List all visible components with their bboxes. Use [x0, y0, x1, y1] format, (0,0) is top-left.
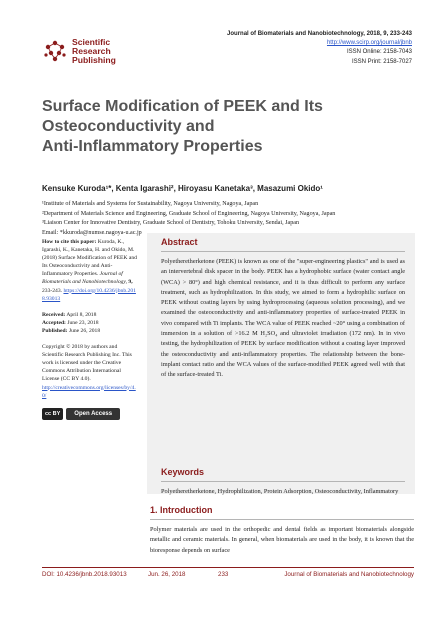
affiliation-item: ¹Institute of Materials and Systems for Sustainability, Nagoya University, Nagoya, Japan — [42, 201, 259, 207]
issn-online: ISSN Online: 2158-7043 — [346, 49, 412, 56]
license-block — [42, 343, 138, 400]
publisher-line: Research — [72, 46, 111, 56]
introduction-heading: 1. Introduction — [150, 505, 213, 515]
published-date: June 26, 2018 — [68, 327, 101, 334]
citation-journal: Journal of Biomaterials and Nanobiotechnology, — [42, 271, 127, 286]
publisher-line: Scientific — [72, 37, 111, 47]
paper-title — [42, 97, 382, 157]
accepted-date: June 23, 2018 — [67, 319, 99, 326]
keywords-heading: Keywords — [161, 467, 205, 477]
footer-divider — [42, 567, 414, 568]
article-sidebar — [42, 238, 138, 420]
license-badges — [42, 408, 138, 420]
author-list: Kensuke Kuroda¹*, Kenta Igarashi², Hiroyasu Kanetaka³, Masazumi Okido¹ — [42, 184, 323, 193]
affiliation-item: ³Liaison Center for Innovative Dentistry, Graduate School of Dentistry, Tohoku University, Sendai, Japan — [42, 220, 299, 227]
publisher-logo-icon — [42, 38, 68, 64]
citation-volume: 9, — [128, 279, 133, 286]
journal-info — [227, 30, 412, 67]
publisher-line: Publishing — [72, 55, 116, 65]
license-link[interactable]: http://creativecommons.org/licenses/by/4.0/ — [42, 384, 136, 399]
footer-page-number: 233 — [218, 571, 229, 578]
received-date: April 8, 2018 — [66, 311, 97, 318]
abstract-text: Polyetheretherketone (PEEK) is known as one of the "super-engineering plastics" and is used as an intervertebral disk spacer in the body. PEEK has a hydrophobic surface (water contact angle (WCA) > 80°) and high chemical resistance, and it is thus difficult to perform any surface treatment, such as hydrophilization. In this study, we aimed to form a hydrophilic surface on PEEK without coating layers by using hydroprocessing (aqueous solution processing), and we examined the osteoconductivity and anti-inflammatory properties of surface-treated PEEK in vivo compared with Ti implants. The WCA value of PEEK reached ~20° using a combination of immersion in a solution of >16.2 M H₂SO₄ and ultraviolet irradiation (172 nm). In in vivo testing, the hydrophilization of PEEK by surface modification without a coating layer improved the osteoconductivity and anti-inflammatory properties. The relationship between the bone-implant contact ratio and the WCA values of the surface-modified PEEK agreed well with that of the surface-treated Ti. — [161, 258, 405, 379]
issn-print: ISSN Print: 2158-7027 — [351, 58, 412, 65]
open-access-badge: Open Access — [66, 408, 120, 420]
published-label: Published: — [42, 327, 68, 334]
publisher-name — [72, 38, 116, 65]
abstract-heading: Abstract — [161, 237, 198, 247]
citation-pages: 233-243. — [42, 287, 63, 294]
cc-by-badge[interactable]: cc BY — [42, 408, 63, 420]
footer-date: Jun. 26, 2018 — [148, 571, 186, 578]
keywords-divider — [161, 481, 405, 482]
introduction-text: Polymer materials are used in the orthopedic and dental fields as important biomaterials alongside metallic and ceramic materials. In general, when biomaterials are used in the body, it is known that the bioresponse depends on surface — [150, 526, 414, 554]
footer-journal: Journal of Biomaterials and Nanobiotechnology — [284, 571, 414, 578]
journal-citation-line: Journal of Biomaterials and Nanobiotechnology, 2018, 9, 233-243 — [227, 31, 412, 37]
title-line: Surface Modification of PEEK and Its — [42, 98, 323, 115]
journal-url-link[interactable]: http://www.scirp.org/journal/jbnb — [326, 40, 412, 47]
dates-block — [42, 311, 138, 335]
title-line: Osteoconductivity and — [42, 118, 215, 135]
introduction-divider — [150, 519, 414, 520]
keywords-text: Polyetheretherketone, Hydrophilization, Protein Adsorption, Osteoconductivity, Inflammatory — [161, 488, 399, 495]
citation-text: Kuroda, K., Igarashi, K., Kanetaka, H. and Okido, M. (2018) Surface Modification of PEEK and Its Osteoconductivity and Anti-Inflammatory Properties. — [42, 239, 137, 278]
citation-lead: How to cite this paper: — [42, 239, 97, 245]
abstract-divider — [161, 251, 405, 252]
footer-doi: DOI: 10.4236/jbnb.2018.93013 — [42, 571, 127, 578]
doi-link[interactable]: https://doi.org/10.4236/jbnb.2018.93013 — [42, 287, 136, 302]
affiliation-item: ²Department of Materials Science and Engineering, Graduate School of Engineering, Nagoya University, Nagoya, Japan — [42, 210, 336, 217]
received-label: Received: — [42, 311, 66, 318]
citation-block — [42, 238, 138, 303]
contact-email: Email: *kkuroda@numse.nagoya-u.ac.jp — [42, 229, 142, 236]
title-line: Anti-Inflammatory Properties — [42, 138, 263, 155]
accepted-label: Accepted: — [42, 319, 66, 326]
license-text: Copyright © 2018 by authors and Scientific Research Publishing Inc. This work is licensed under the Creative Commons Attribution International License (CC BY 4.0). — [42, 344, 132, 383]
